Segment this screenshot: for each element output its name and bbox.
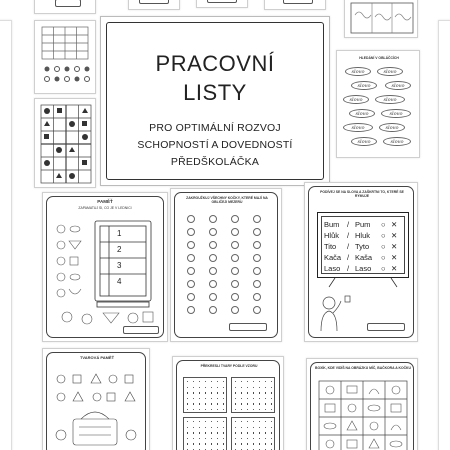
handwriting-lines [345, 0, 418, 38]
dot-grid[interactable] [183, 377, 227, 413]
rhyme-word-left: Bum [324, 220, 340, 229]
cat-face-icon[interactable] [209, 241, 217, 249]
worksheet-thumb-top-4[interactable] [264, 0, 326, 10]
rhyme-word-right: Pum [355, 220, 371, 229]
chalkboard-stand [305, 183, 418, 342]
cross-mark-icon: ✕ [391, 242, 398, 251]
rhyme-word-left: Kača [324, 253, 342, 262]
title-line-2: LISTY [183, 80, 247, 105]
cloud-word: slovo [377, 67, 403, 76]
cloud-word: slovo [345, 67, 371, 76]
cat-face-icon[interactable] [253, 293, 261, 301]
rhyme-word-left: Laso [324, 264, 341, 273]
shelf-number: 4 [117, 277, 122, 286]
title-card [100, 16, 330, 186]
rhyme-word-right: Hluk [355, 231, 371, 240]
cat-face-icon[interactable] [187, 215, 195, 223]
cat-face-icon[interactable] [187, 228, 195, 236]
worksheet-heading: TVAROVÁ PAMĚŤ [79, 355, 115, 360]
cat-face-icon[interactable] [187, 241, 195, 249]
worksheet-thumb-left-strip[interactable] [0, 20, 12, 450]
name-box [229, 323, 267, 331]
cat-face-icon[interactable] [187, 306, 195, 314]
dot-grids [173, 357, 284, 450]
object-grid [307, 359, 418, 450]
cat-face-icon[interactable] [253, 280, 261, 288]
rhyme-separator: / [347, 242, 350, 251]
cat-face-icon[interactable] [253, 228, 261, 236]
circle-mark-icon: ○ [381, 264, 386, 273]
cat-face-icon[interactable] [231, 215, 239, 223]
sudoku-grid [35, 99, 96, 188]
shelf-number: 3 [117, 261, 122, 270]
circle-mark-icon: ○ [381, 253, 386, 262]
worksheet-heading: BOXÍK, KDE VIDÍŠ NA OBRÁZKU MÍČ, BAČKORA A KOČKU [315, 366, 411, 370]
cat-face-icon[interactable] [231, 228, 239, 236]
cross-mark-icon: ✕ [391, 264, 398, 273]
cloud-word: slovo [349, 109, 375, 118]
worksheet-thumb-sudoku[interactable] [34, 98, 96, 188]
cloud-word: slovo [351, 81, 377, 90]
rhyme-separator: / [347, 231, 350, 240]
worksheet-thumb-tvarova-pamet[interactable] [42, 348, 150, 450]
worksheet-heading: ZAKROUŽKUJ VŠECHNY KOČKY, KTERÉ MAJÍ NA OBLIČEJI MEZERU [186, 196, 268, 204]
cross-mark-icon: ✕ [391, 220, 398, 229]
shelf-number: 1 [117, 229, 122, 238]
cat-face-icon[interactable] [231, 254, 239, 262]
circle-mark-icon: ○ [381, 220, 386, 229]
cat-face-icon[interactable] [187, 267, 195, 275]
name-box [207, 0, 237, 3]
cloud-word: slovo [375, 95, 405, 104]
worksheet-thumb-pamet[interactable] [42, 192, 168, 342]
worksheet-thumb-grid-shapes[interactable] [34, 20, 96, 94]
worksheet-thumb-predmety[interactable] [306, 358, 418, 450]
worksheet-heading: HLEDÁNÍ V OBLÁČCÍCH [359, 56, 399, 60]
shape-memory-illustration [43, 349, 150, 450]
circle-mark-icon: ○ [381, 231, 386, 240]
title-line-1: PRACOVNÍ [155, 51, 275, 76]
cat-face-icon[interactable] [209, 280, 217, 288]
cat-face-icon[interactable] [187, 293, 195, 301]
name-box [283, 0, 313, 4]
subtitle-line-1: PRO OPTIMÁLNÍ ROZVOJ [149, 122, 281, 134]
shelf-number: 2 [117, 245, 122, 254]
cross-mark-icon: ✕ [391, 253, 398, 262]
cloud-word: slovo [381, 109, 411, 118]
worksheet-thumb-top-5[interactable] [344, 0, 418, 38]
rhyme-word-right: Tyto [355, 242, 370, 251]
name-box [123, 326, 159, 334]
cloud-word: slovo [385, 81, 411, 90]
rhyme-separator: / [347, 220, 350, 229]
rhyme-separator: / [347, 264, 350, 273]
cat-face-icon[interactable] [209, 215, 217, 223]
cat-face-grid [171, 189, 282, 342]
cat-face-icon[interactable] [253, 241, 261, 249]
worksheet-thumb-rymy[interactable] [304, 182, 418, 342]
subtitle-line-2: SCHOPNOSTÍ A DOVEDNOSTÍ [137, 139, 293, 151]
cloud-word: slovo [343, 95, 369, 104]
worksheet-thumb-tecky[interactable] [172, 356, 284, 450]
rhyme-word-left: Hlůk [324, 231, 340, 240]
worksheet-thumb-top-2[interactable] [128, 0, 180, 10]
worksheet-thumb-right-strip[interactable] [438, 20, 450, 450]
worksheet-heading: PODÍVEJ SE NA SLOVA A ZAŠKRTNI TO, KTERÉ SE RÝMUJE [320, 190, 404, 198]
cloud-word: slovo [383, 137, 411, 146]
rhyme-word-left: Tito [324, 242, 337, 251]
cat-face-icon[interactable] [231, 267, 239, 275]
name-box [55, 0, 81, 7]
cross-mark-icon: ✕ [391, 231, 398, 240]
rhyme-word-right: Laso [355, 264, 372, 273]
worksheet-thumb-kocky[interactable] [170, 188, 282, 342]
dot-grid[interactable] [231, 377, 275, 413]
rhyme-separator: / [347, 253, 350, 262]
cloud-word: slovo [343, 123, 373, 132]
rhyme-word-right: Kaša [355, 253, 373, 262]
cat-face-icon[interactable] [187, 254, 195, 262]
cat-face-icon[interactable] [209, 293, 217, 301]
worksheet-heading: PŘEKRESLI TVARY PODLE VZORU [200, 364, 258, 368]
shape-grid [35, 21, 96, 94]
cat-face-icon[interactable] [231, 306, 239, 314]
instructions: ZAPAMATUJ SI, CO JE V LEDNICI [78, 206, 132, 210]
cat-face-icon[interactable] [209, 306, 217, 314]
cloud-word: slovo [351, 137, 377, 146]
cat-face-icon[interactable] [253, 254, 261, 262]
cat-face-icon[interactable] [187, 280, 195, 288]
worksheet-thumb-cloud-words[interactable] [336, 50, 420, 158]
cat-face-icon[interactable] [253, 267, 261, 275]
subtitle-line-3: PŘEDŠKOLÁČKA [170, 156, 260, 168]
cat-face-icon[interactable] [209, 254, 217, 262]
name-box [139, 0, 169, 4]
fridge-illustration [43, 193, 168, 342]
worksheet-thumb-top-1[interactable] [34, 0, 96, 14]
cat-face-icon[interactable] [253, 215, 261, 223]
circle-mark-icon: ○ [381, 242, 386, 251]
cat-face-icon[interactable] [209, 267, 217, 275]
cat-face-icon[interactable] [231, 280, 239, 288]
name-box [367, 323, 405, 331]
worksheet-heading: PAMĚŤ [97, 199, 113, 204]
cat-face-icon[interactable] [231, 241, 239, 249]
cat-face-icon[interactable] [253, 306, 261, 314]
cloud-word: slovo [379, 123, 405, 132]
cat-face-icon[interactable] [231, 293, 239, 301]
worksheet-thumb-top-3[interactable] [196, 0, 248, 8]
cat-face-icon[interactable] [209, 228, 217, 236]
